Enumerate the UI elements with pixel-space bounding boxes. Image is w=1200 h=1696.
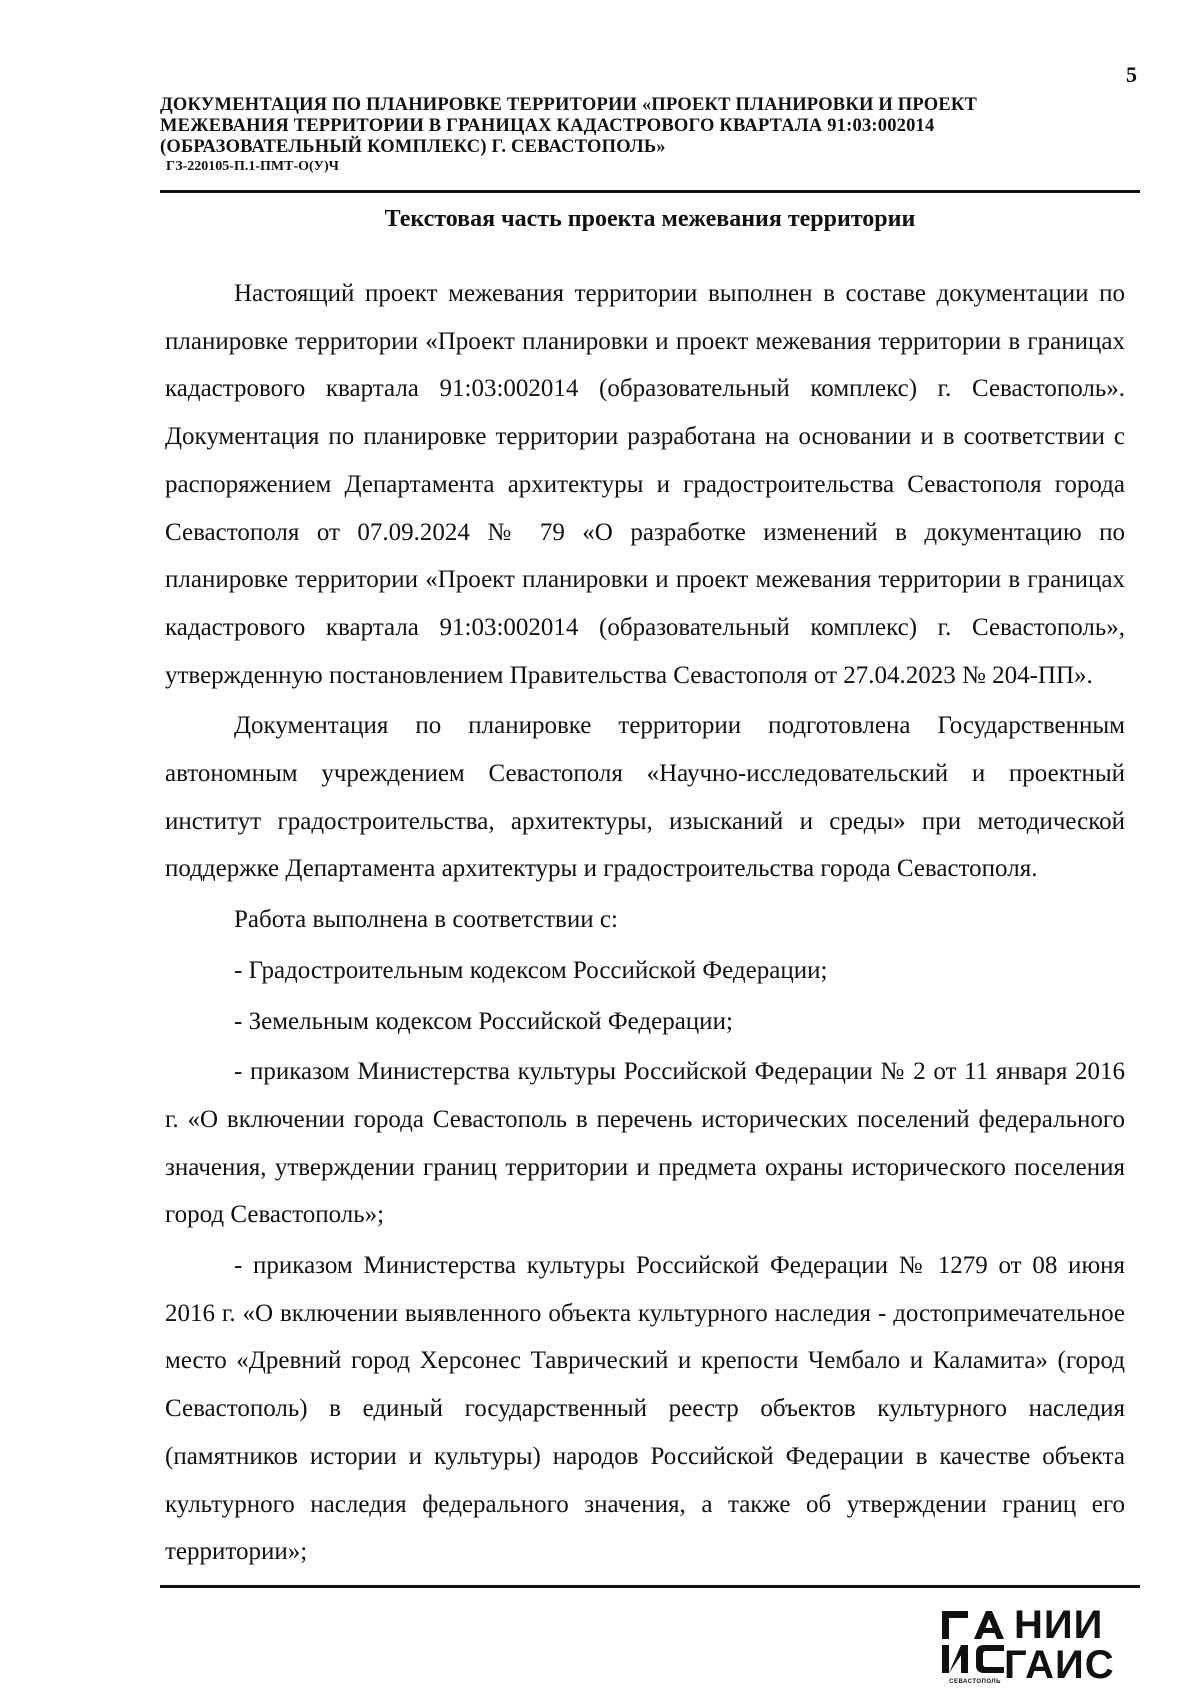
header-line: МЕЖЕВАНИЯ ТЕРРИТОРИИ В ГРАНИЦАХ КАДАСТРОВОГО КВАРТАЛА 91:03:002014 bbox=[160, 116, 935, 136]
header-divider bbox=[160, 190, 1140, 193]
list-item: - Градостроительным кодексом Российской Федерации; bbox=[234, 956, 828, 984]
section-title: Текстовая часть проекта межевания территории bbox=[384, 206, 916, 232]
list-item: - приказом Министерства культуры Российской Федерации № 2 от 11 января 2016 г. «О включении города Севастополь в перечень исторических поселений федерального значения, утверждении границ территории и предмета охраны исторического поселения город Севастополь»; bbox=[165, 1058, 1125, 1229]
logo-line: НИИ bbox=[1014, 1603, 1104, 1647]
logo-subtitle: СЕВАСТОПОЛЬ bbox=[949, 1679, 1001, 1685]
institute-logo bbox=[940, 1605, 1140, 1689]
document-code: ГЗ-220105-П.1-ПМТ-О(У)Ч bbox=[166, 159, 339, 174]
paragraph: Работа выполнена в соответствии с: bbox=[234, 906, 618, 934]
logo-line: ГАИС bbox=[1004, 1643, 1115, 1687]
list-item: - приказом Министерства культуры Российской Федерации № 1279 от 08 июня 2016 г. «О включении выявленного объекта культурного наследия - достопримечательное место «Древний город Херсонес Таврический и крепости Чембало и Каламита» (город Севастополь) в единый государственный реестр объектов культурного наследия (памятников истории и культуры) народов Российской Федерации в качестве объекта культурного наследия федерального значения, а также об утверждении границ его территории»; bbox=[165, 1252, 1125, 1566]
document-header bbox=[160, 95, 1140, 176]
paragraph: Настоящий проект межевания территории выполнен в составе документации по планировке территории «Проект планировки и проект межевания территории в границах кадастрового квартала 91:03:002014 (образовательный комплекс) г. Севастополь». Документация по планировке территории разработана на основании и в соответствии с распоряжением Департамента архитектуры и градостроительства Севастополя города Севастополя от 07.09.2024 № 79 «О разработке изменений в документацию по планировке территории «Проект планировки и проект межевания территории в границах кадастрового квартала 91:03:002014 (образовательный комплекс) г. Севастополь», утвержденную постановлением Правительства Севастополя от 27.04.2023 № 204-ПП». bbox=[165, 280, 1125, 689]
logo-mark-icon bbox=[940, 1609, 1006, 1675]
paragraph: Документация по планировке территории подготовлена Государственным автономным учреждением Севастополя «Научно-исследовательский и проектный институт градостроительства, архитектуры, изысканий и среды» при методической поддержке Департамента архитектуры и градостроительства города Севастополя. bbox=[165, 712, 1125, 883]
list-item: - Земельным кодексом Российской Федерации; bbox=[234, 1007, 733, 1035]
header-line: (ОБРАЗОВАТЕЛЬНЫЙ КОМПЛЕКС) Г. СЕВАСТОПОЛЬ» bbox=[160, 137, 666, 157]
header-line: ДОКУМЕНТАЦИЯ ПО ПЛАНИРОВКЕ ТЕРРИТОРИИ «ПРОЕКТ ПЛАНИРОВКИ И ПРОЕКТ bbox=[160, 95, 978, 115]
logo-text bbox=[1004, 1605, 1115, 1685]
page-number: 5 bbox=[1126, 62, 1137, 87]
document-body bbox=[165, 270, 1125, 1576]
footer-divider bbox=[160, 1585, 1140, 1588]
